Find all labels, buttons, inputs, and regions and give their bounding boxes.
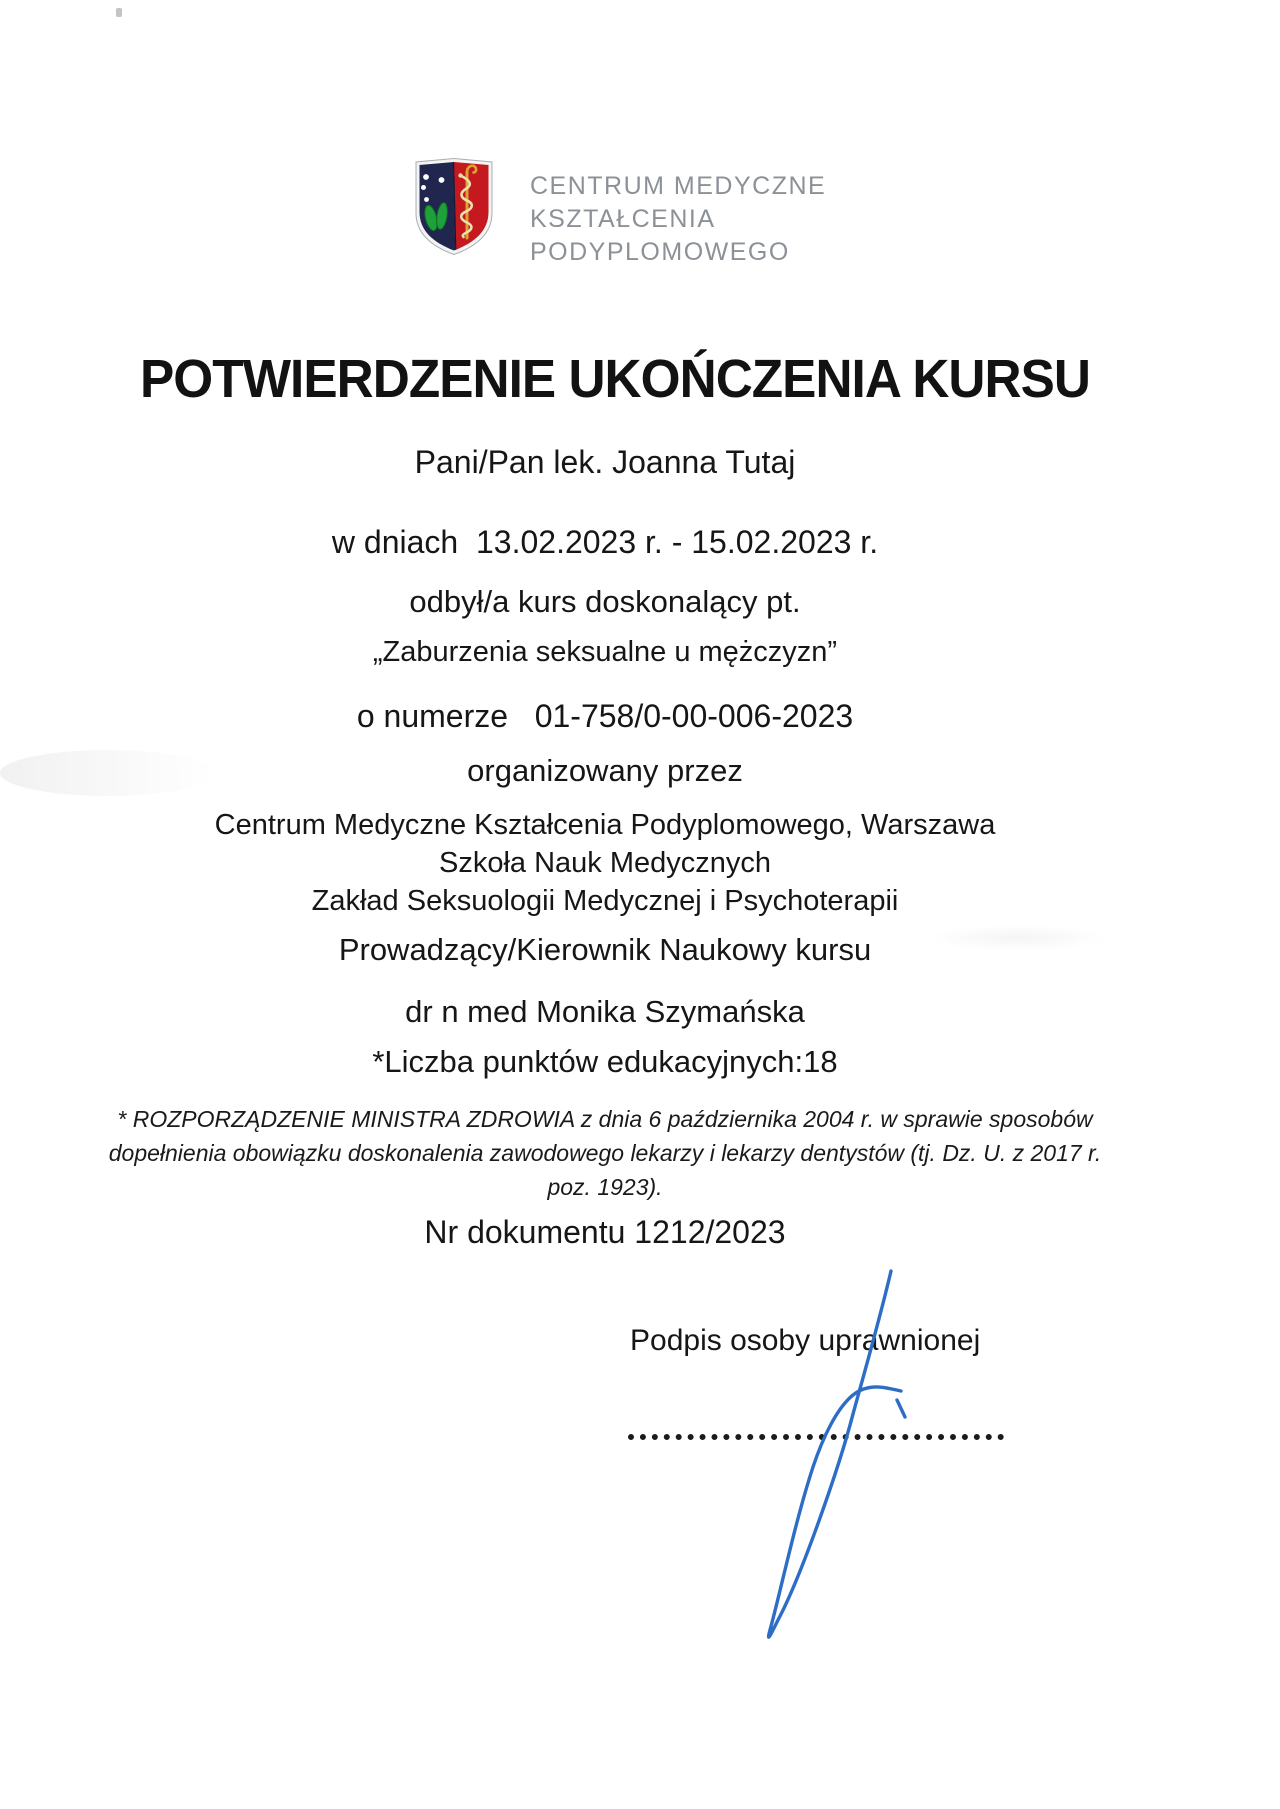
organizer-line: Centrum Medyczne Kształcenia Podyplomowego, Warszawa — [214, 809, 996, 841]
cmkp-logo-shield-icon — [412, 157, 496, 257]
signature-label: Podpis osoby uprawnionej — [630, 1324, 981, 1357]
leader-label: Prowadzący/Kierownik Naukowy kursu — [338, 932, 872, 967]
legal-note — [0, 1102, 1210, 1204]
legal-note-line: * ROZPORZĄDZENIE MINISTRA ZDROWIA z dnia 6 października 2004 r. w sprawie sposobów — [117, 1106, 1093, 1132]
org-name — [530, 170, 826, 269]
legal-note-line: poz. 1923). — [547, 1174, 663, 1200]
org-name-line: CENTRUM MEDYCZNE — [530, 172, 827, 200]
leader-name: dr n med Monika Szymańska — [405, 994, 805, 1029]
course-dates-line: w dniach 13.02.2023 r. - 15.02.2023 r. — [331, 524, 879, 560]
org-name-line: PODYPLOMOWEGO — [530, 238, 790, 266]
legal-note-line: dopełnienia obowiązku doskonalenia zawodowego lekarzy i lekarzy dentystów (tj. Dz. U. z 2017 r. — [108, 1140, 1102, 1166]
course-title: „Zaburzenia seksualne u mężczyzn” — [372, 636, 838, 668]
organizer-line: Szkoła Nauk Medycznych — [438, 847, 772, 879]
course-number-line: o numerze 01-758/0-00-006-2023 — [356, 698, 854, 734]
scan-speck — [116, 8, 122, 17]
org-name-line: KSZTAŁCENIA — [530, 205, 716, 233]
document-number-line: Nr dokumentu 1212/2023 — [424, 1214, 786, 1250]
course-type-line: odbył/a kurs doskonalący pt. — [409, 584, 801, 619]
organizer-block — [0, 806, 1210, 920]
education-points-line: *Liczba punktów edukacyjnych:18 — [372, 1044, 838, 1079]
recipient-line: Pani/Pan lek. Joanna Tutaj — [414, 444, 796, 480]
organized-by-label: organizowany przez — [467, 753, 743, 788]
page-title: POTWIERDZENIE UKOŃCZENIA KURSU — [139, 349, 1090, 409]
organizer-line: Zakład Seksuologii Medycznej i Psychoterapii — [311, 885, 899, 917]
signature-dotted-line — [628, 1398, 1004, 1440]
